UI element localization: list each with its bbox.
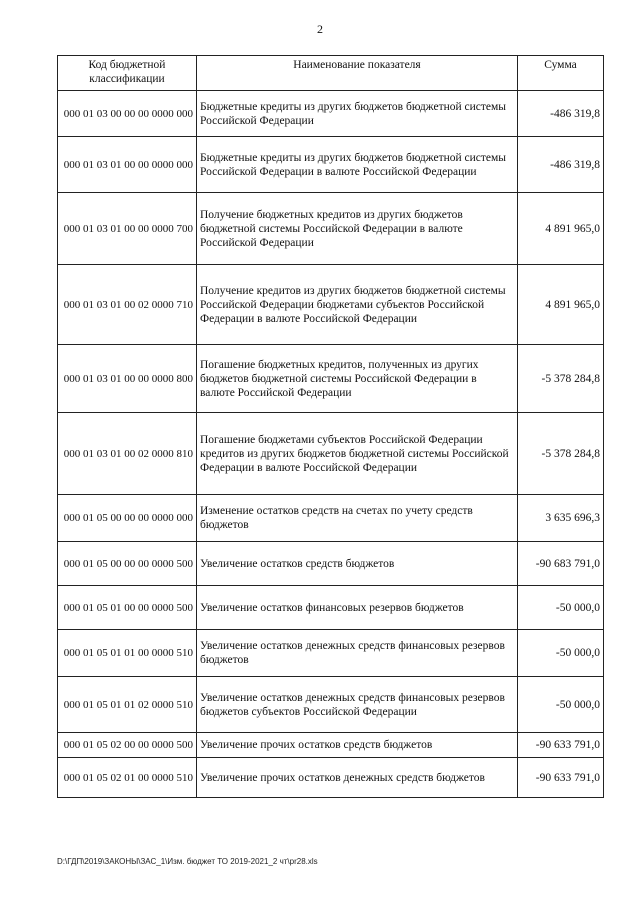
table-row	[58, 91, 604, 137]
row-name: Погашение бюджетных кредитов, полученных из других бюджетов бюджетной системы Российской Федерации в валюте Российской Федерации	[197, 345, 518, 413]
table-row	[58, 265, 604, 345]
row-name: Увеличение остатков финансовых резервов бюджетов	[197, 586, 518, 630]
row-code: 000 01 03 01 00 02 0000 810	[58, 413, 197, 495]
row-name: Увеличение остатков денежных средств финансовых резервов бюджетов субъектов Российской Федерации	[197, 677, 518, 733]
row-sum: -486 319,8	[518, 91, 604, 137]
row-name: Увеличение прочих остатков средств бюджетов	[197, 733, 518, 758]
row-sum: -90 683 791,0	[518, 542, 604, 586]
row-sum: -50 000,0	[518, 630, 604, 677]
row-name: Погашение бюджетами субъектов Российской Федерации кредитов из других бюджетов бюджетной системы Российской Федерации в валюте Российской Федерации	[197, 413, 518, 495]
row-code: 000 01 05 02 00 00 0000 500	[58, 733, 197, 758]
budget-sources-table	[57, 55, 604, 798]
row-code: 000 01 03 01 00 00 0000 700	[58, 193, 197, 265]
row-code: 000 01 05 01 00 00 0000 500	[58, 586, 197, 630]
row-name: Изменение остатков средств на счетах по учету средств бюджетов	[197, 495, 518, 542]
table-header-row	[58, 56, 604, 91]
header-code: Код бюджетной классификации	[58, 56, 197, 91]
row-name: Увеличение прочих остатков денежных средств бюджетов	[197, 758, 518, 798]
table-row	[58, 758, 604, 798]
row-sum: 3 635 696,3	[518, 495, 604, 542]
table-row	[58, 677, 604, 733]
row-code: 000 01 05 02 01 00 0000 510	[58, 758, 197, 798]
row-name: Получение бюджетных кредитов из других бюджетов бюджетной системы Российской Федерации в валюте Российской Федерации	[197, 193, 518, 265]
page-number: 2	[317, 22, 323, 36]
row-sum: 4 891 965,0	[518, 265, 604, 345]
table-row	[58, 413, 604, 495]
row-sum: -5 378 284,8	[518, 413, 604, 495]
row-name: Увеличение остатков денежных средств финансовых резервов бюджетов	[197, 630, 518, 677]
row-code: 000 01 05 01 01 00 0000 510	[58, 630, 197, 677]
table-row	[58, 630, 604, 677]
table-row	[58, 495, 604, 542]
row-code: 000 01 03 01 00 00 0000 800	[58, 345, 197, 413]
row-sum: -90 633 791,0	[518, 758, 604, 798]
row-code: 000 01 03 01 00 02 0000 710	[58, 265, 197, 345]
row-sum: -486 319,8	[518, 137, 604, 193]
row-code: 000 01 05 01 01 02 0000 510	[58, 677, 197, 733]
file-path-footer: D:\ГДП\2019\ЗАКОНЫ\ЗАС_1\Изм. бюджет ТО 2019-2021_2 чт\pr28.xls	[57, 857, 318, 866]
row-sum: -50 000,0	[518, 677, 604, 733]
row-name: Бюджетные кредиты из других бюджетов бюджетной системы Российской Федерации	[197, 91, 518, 137]
row-code: 000 01 05 00 00 00 0000 000	[58, 495, 197, 542]
row-name: Бюджетные кредиты из других бюджетов бюджетной системы Российской Федерации в валюте Российской Федерации	[197, 137, 518, 193]
row-code: 000 01 05 00 00 00 0000 500	[58, 542, 197, 586]
table-row	[58, 137, 604, 193]
row-sum: 4 891 965,0	[518, 193, 604, 265]
table-row	[58, 542, 604, 586]
row-sum: -5 378 284,8	[518, 345, 604, 413]
table-row	[58, 733, 604, 758]
row-sum: -90 633 791,0	[518, 733, 604, 758]
row-name: Получение кредитов из других бюджетов бюджетной системы Российской Федерации бюджетами субъектов Российской Федерации в валюте Российской Федерации	[197, 265, 518, 345]
row-sum: -50 000,0	[518, 586, 604, 630]
row-name: Увеличение остатков средств бюджетов	[197, 542, 518, 586]
row-code: 000 01 03 01 00 00 0000 000	[58, 137, 197, 193]
table-row	[58, 586, 604, 630]
table-row	[58, 193, 604, 265]
row-code: 000 01 03 00 00 00 0000 000	[58, 91, 197, 137]
header-name: Наименование показателя	[197, 56, 518, 91]
header-sum: Сумма	[518, 56, 604, 91]
table-row	[58, 345, 604, 413]
